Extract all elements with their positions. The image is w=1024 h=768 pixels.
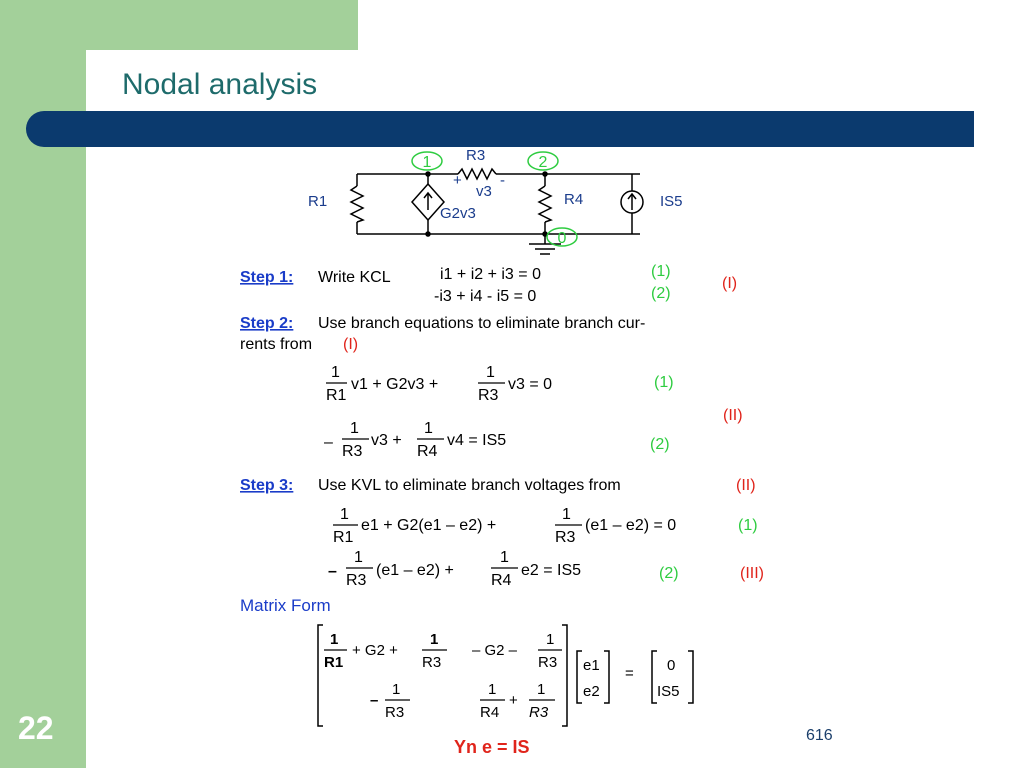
step2-eq2-tag: (2) [650, 436, 670, 453]
svg-text:R3: R3 [478, 387, 499, 404]
svg-text:1: 1 [392, 681, 401, 698]
step1-eq1: i1 + i2 + i3 = 0 [440, 266, 541, 283]
nodal-analysis-figure [230, 148, 800, 762]
step3-label: Step 3: [240, 477, 294, 494]
svg-text:R3: R3 [529, 704, 549, 721]
svg-text:v3 = 0: v3 = 0 [508, 376, 553, 393]
step2-text-line1: Use branch equations to eliminate branch cur- [318, 315, 646, 332]
step1-tag2: (2) [651, 285, 671, 302]
step2-eq1-tag: (1) [654, 374, 674, 391]
svg-text:1: 1 [354, 549, 363, 566]
svg-text:R1: R1 [326, 387, 347, 404]
svg-text:R4: R4 [480, 704, 500, 721]
node-2-label: 2 [538, 154, 548, 171]
step2-group-label: (II) [723, 407, 743, 424]
svg-text:e2: e2 [583, 683, 600, 700]
step3-ref: (II) [736, 477, 756, 494]
step1-group-label: (I) [722, 275, 738, 292]
step1-tag1: (1) [651, 263, 671, 280]
svg-text:R3: R3 [538, 654, 558, 671]
step3-eq1-tag: (1) [738, 517, 758, 534]
circuit-diagram [346, 166, 643, 254]
slide-number: 22 [18, 710, 54, 746]
svg-text:0: 0 [667, 657, 676, 674]
step2-equation-1 [326, 364, 552, 404]
node-1-label: 1 [422, 154, 432, 171]
v3-label: v3 [476, 183, 492, 200]
node-0-label: 0 [557, 230, 567, 247]
svg-text:1: 1 [537, 681, 546, 698]
svg-text:R3: R3 [422, 654, 442, 671]
svg-text:R3: R3 [555, 529, 576, 546]
svg-text:+ G2 +: + G2 + [352, 642, 398, 659]
svg-text:(e1 – e2) = 0: (e1 – e2) = 0 [585, 517, 677, 534]
v3-plus-sign: + [453, 172, 462, 189]
svg-text:e1: e1 [583, 657, 600, 674]
svg-text:R1: R1 [333, 529, 354, 546]
svg-text:1: 1 [331, 364, 340, 381]
slide-content-image [230, 148, 800, 762]
svg-text:+: + [509, 692, 518, 709]
step3-equation-2 [328, 549, 581, 589]
svg-text:1: 1 [488, 681, 497, 698]
svg-text:R4: R4 [491, 572, 512, 589]
svg-text:R1: R1 [324, 654, 344, 671]
step1-eq2: -i3 + i4 - i5 = 0 [434, 288, 537, 305]
svg-text:1: 1 [546, 631, 555, 648]
title-divider-bar [26, 111, 974, 147]
matrix-entries [324, 631, 680, 721]
step2-equation-2 [324, 420, 506, 460]
matrix-brackets [318, 625, 693, 726]
svg-text:1: 1 [486, 364, 495, 381]
slide-title: Nodal analysis [122, 68, 318, 101]
svg-text:– G2 –: – G2 – [472, 642, 518, 659]
footer-page-number: 616 [806, 727, 833, 744]
svg-text:e2 = IS5: e2 = IS5 [521, 562, 582, 579]
svg-text:=: = [625, 665, 634, 682]
svg-text:R3: R3 [346, 572, 367, 589]
svg-text:v3 +: v3 + [371, 432, 402, 449]
step2-ref: (I) [343, 336, 359, 353]
svg-text:1: 1 [424, 420, 433, 437]
svg-text:1: 1 [340, 506, 349, 523]
svg-text:–: – [324, 434, 333, 451]
step3-text: Use KVL to eliminate branch voltages from [318, 477, 621, 494]
svg-text:–: – [328, 563, 337, 580]
svg-text:1: 1 [562, 506, 571, 523]
is5-label: IS5 [660, 193, 683, 210]
svg-text:1: 1 [350, 420, 359, 437]
svg-text:v1 + G2v3 +: v1 + G2v3 + [351, 376, 439, 393]
r3-label: R3 [466, 148, 486, 164]
r4-label: R4 [564, 191, 584, 208]
svg-text:1: 1 [500, 549, 509, 566]
matrix-heading: Matrix Form [240, 596, 331, 615]
top-green-block [86, 0, 358, 50]
v3-minus-sign: - [500, 172, 505, 189]
svg-text:IS5: IS5 [657, 683, 680, 700]
svg-text:v4 = IS5: v4 = IS5 [447, 432, 507, 449]
svg-text:1: 1 [430, 631, 439, 648]
step1-label: Step 1: [240, 269, 294, 286]
svg-text:R3: R3 [385, 704, 405, 721]
svg-text:(e1 – e2) +: (e1 – e2) + [376, 562, 454, 579]
svg-text:–: – [370, 692, 379, 709]
svg-text:R3: R3 [342, 443, 363, 460]
svg-text:R4: R4 [417, 443, 438, 460]
step3-eq2-tag: (2) [659, 565, 679, 582]
step2-text-line2: rents from [240, 336, 313, 353]
step1-text: Write KCL [318, 269, 391, 286]
matrix-final-equation: Yn e = IS [454, 737, 530, 757]
svg-text:1: 1 [330, 631, 339, 648]
step2-label: Step 2: [240, 315, 294, 332]
step3-group-label: (III) [740, 565, 764, 582]
g2v3-label: G2v3 [440, 205, 476, 222]
step3-equation-1 [333, 506, 676, 546]
r1-label: R1 [308, 193, 328, 210]
svg-text:e1 + G2(e1 – e2) +: e1 + G2(e1 – e2) + [361, 517, 497, 534]
